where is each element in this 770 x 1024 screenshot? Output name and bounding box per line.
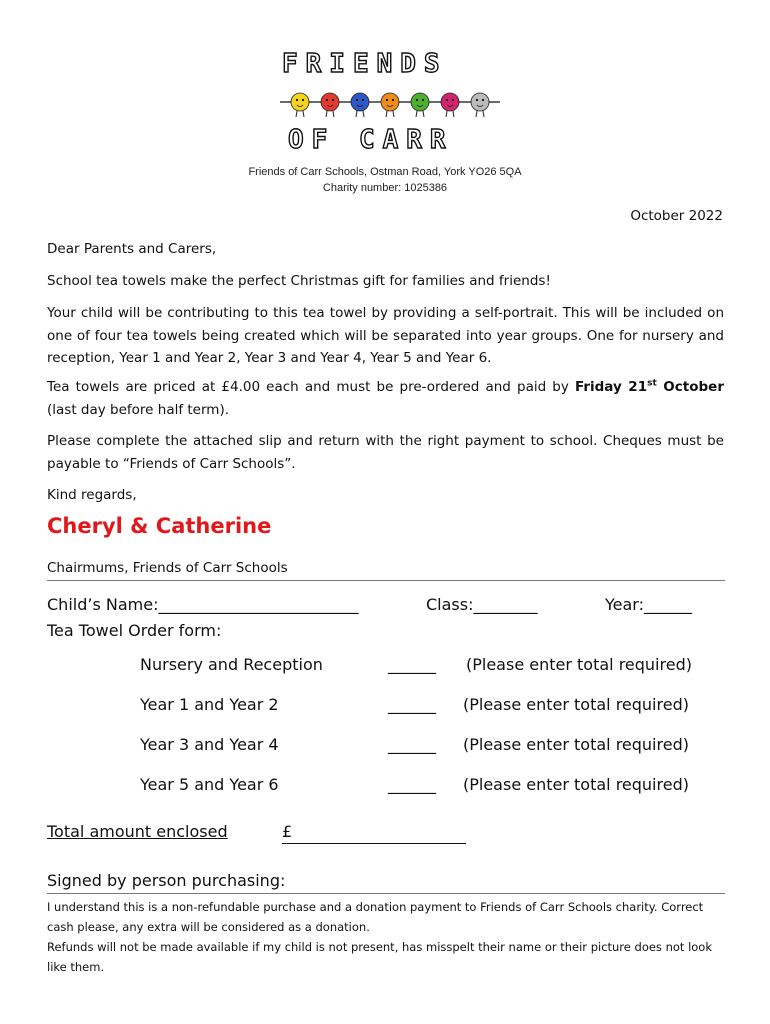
- letter-date: October 2022: [630, 208, 723, 224]
- deadline-day: Friday 21: [574, 379, 648, 395]
- charity-number: Charity number: 1025386: [322, 182, 448, 194]
- order-row-note: (Please enter total required): [463, 735, 689, 754]
- class-field: Class:________: [426, 595, 538, 614]
- year-field: Year:______: [605, 595, 692, 614]
- order-row-label: Year 3 and Year 4: [140, 735, 279, 754]
- signed-by-label: Signed by person purchasing:: [47, 871, 286, 890]
- order-row-blank: ______: [388, 775, 436, 794]
- order-row-blank: ______: [388, 695, 436, 714]
- deadline-ordinal: st: [647, 378, 657, 389]
- order-row-note: (Please enter total required): [463, 695, 689, 714]
- friends-of-carr-logo: [270, 40, 510, 160]
- signature: Cheryl & Catherine: [47, 514, 272, 538]
- price-paragraph: [47, 376, 724, 421]
- order-row-label: Nursery and Reception: [140, 655, 323, 674]
- order-form-title: Tea Towel Order form:: [47, 621, 222, 640]
- chairmums-title: Chairmums, Friends of Carr Schools: [47, 560, 288, 576]
- price-text-start: Tea towels are priced at £4.00 each and must be pre-ordered and paid by: [47, 379, 575, 395]
- logo-figure: [351, 93, 369, 117]
- logo-figure: [321, 93, 339, 117]
- child-name-field: Child’s Name:_________________________: [47, 595, 359, 614]
- logo-figure: [291, 93, 309, 117]
- price-text-end: (last day before half term).: [47, 401, 230, 418]
- total-amount-field: £: [282, 822, 466, 844]
- signature-line: [47, 893, 725, 894]
- deadline-month: October: [656, 379, 724, 395]
- return-slip-paragraph: Please complete the attached slip and return with the right payment to school. Cheques must be payable to “Friends of Carr Schools”.: [47, 433, 724, 472]
- order-row-note: (Please enter total required): [463, 775, 689, 794]
- self-portrait-paragraph: Your child will be contributing to this tea towel by providing a self-portrait. This will be included on one of four tea towels being created which will be separated into year groups. One for nursery and reception, Year 1 and Year 2, Year 3 and Year 4, Year 5 and Year 6.: [47, 305, 724, 366]
- logo-figure: [471, 93, 489, 117]
- greeting: Dear Parents and Carers,: [47, 241, 217, 257]
- order-row-label: Year 5 and Year 6: [140, 775, 279, 794]
- order-row-blank: ______: [388, 655, 436, 674]
- order-row-note: (Please enter total required): [466, 655, 692, 674]
- deadline-date: [575, 379, 724, 395]
- logo-line2: OF CARR: [288, 125, 454, 155]
- total-amount-label: Total amount enclosed: [47, 822, 228, 841]
- logo-figure: [411, 93, 429, 117]
- school-address: Friends of Carr Schools, Ostman Road, York YO26 5QA: [248, 166, 522, 178]
- gift-line: School tea towels make the perfect Christmas gift for families and friends!: [47, 273, 551, 289]
- kind-regards: Kind regards,: [47, 487, 137, 503]
- disclaimer-donation: I understand this is a non-refundable purchase and a donation payment to Friends of Carr Schools charity. Correct cash please, any extra will be considered as a donation.: [47, 900, 704, 934]
- order-row-label: Year 1 and Year 2: [140, 695, 279, 714]
- order-row-blank: ______: [388, 735, 436, 754]
- cut-line: [47, 580, 725, 581]
- logo-figure: [441, 93, 459, 117]
- logo-line1: FRIENDS: [282, 49, 448, 79]
- logo-figure: [381, 93, 399, 117]
- disclaimer-refunds: Refunds will not be made available if my child is not present, has misspelt their name or their picture does not look like them.: [47, 940, 712, 974]
